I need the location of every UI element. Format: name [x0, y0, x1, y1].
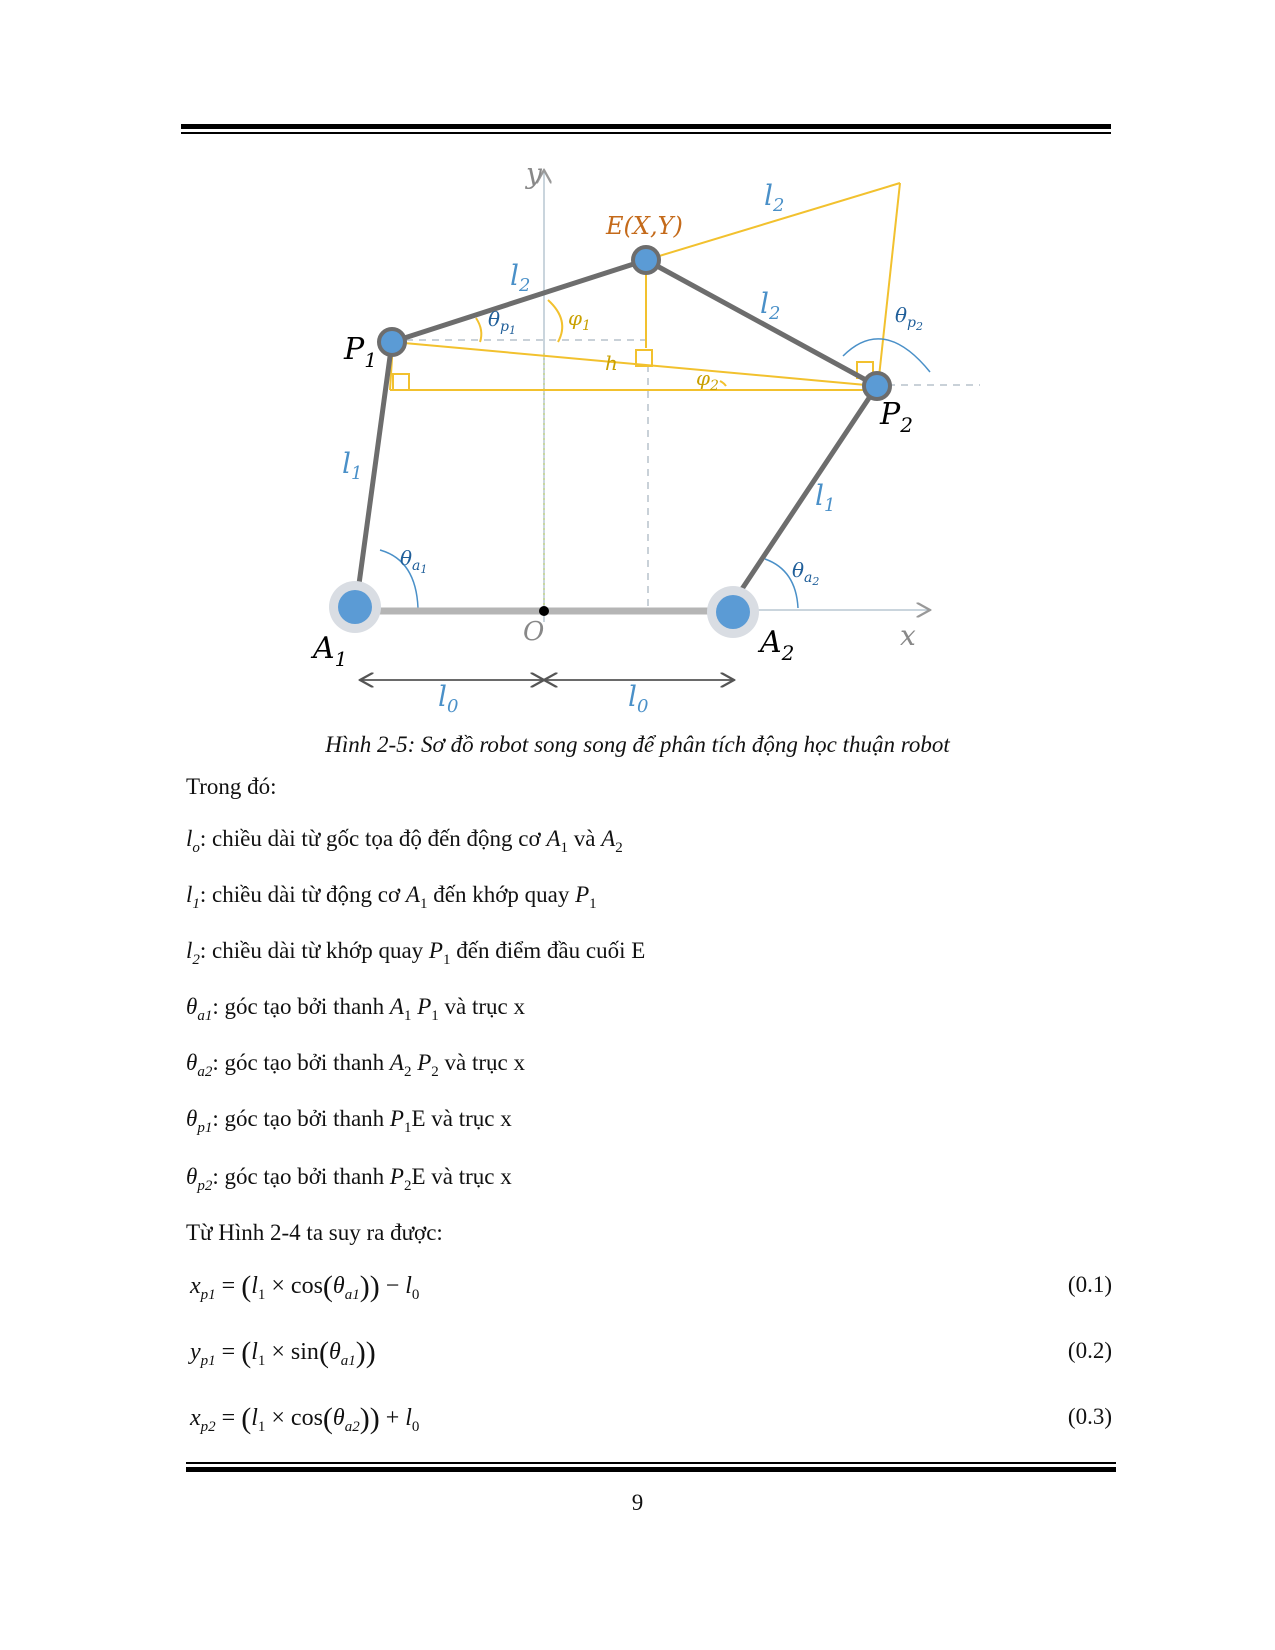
eq-angle-sub: a2: [344, 1419, 360, 1435]
equation-number: (0.1): [1067, 1272, 1112, 1297]
phi2-label: $\varphi_2$: [696, 366, 719, 394]
def-s1: A: [389, 994, 404, 1019]
def-tail: và trục x: [438, 1050, 526, 1075]
e-label: E(X,Y): [606, 212, 683, 240]
def-s2-sub: 2: [615, 840, 623, 856]
equation: $y_{p1} = (l_1 \times \sin(\theta_{a1}))$: [190, 1336, 376, 1369]
def-s1: A: [546, 826, 561, 851]
def-symbol: l: [186, 938, 193, 963]
figure-caption: Hình 2-5: Sơ đồ robot song song để phân tích động học thuận robot: [325, 732, 950, 757]
def-s2-sub: 1: [431, 1008, 439, 1024]
page-number: 9: [631, 1490, 644, 1515]
links: [356, 260, 877, 606]
theta-a1-label: $\theta_a1$: [400, 546, 428, 576]
origin-label: O: [523, 617, 545, 647]
eq-lhs-sub: p1: [200, 1287, 216, 1303]
def-text: : góc tạo bởi thanh: [212, 1106, 390, 1131]
intro-text: Trong đó:: [186, 774, 277, 799]
def-symbol-sub: a1: [197, 1008, 213, 1024]
definition-row: [186, 882, 597, 913]
p1-label: $P_1$: [344, 332, 377, 372]
definition-row: [186, 1050, 525, 1081]
a1-label: $A_1$: [313, 631, 348, 671]
def-mid: đến khớp quay: [427, 882, 576, 907]
l2-label-top: $l_2$: [764, 179, 785, 216]
definition-row: [186, 1164, 512, 1195]
l2-label-left: $l_2$: [510, 259, 531, 296]
definition-row: [186, 826, 623, 857]
eq-op: +: [379, 1405, 406, 1431]
def-text: : góc tạo bởi thanh: [212, 1164, 390, 1189]
def-symbol: θ: [186, 1164, 198, 1189]
phi1-label: $\varphi_1$: [568, 306, 591, 334]
y-axis-label: y: [526, 157, 542, 190]
def-s1-sub: 1: [419, 896, 428, 912]
def-text: : góc tạo bởi thanh: [212, 994, 390, 1019]
def-s1: P: [389, 1164, 404, 1189]
joint-e: [633, 247, 659, 273]
def-symbol-sub: a2: [197, 1064, 213, 1080]
def-s2: P: [575, 882, 590, 907]
equation: $x_{p2} = (l_1 \times \cos(\theta_{a2})) + l_0$: [190, 1402, 420, 1435]
def-s2-sub: 1: [589, 896, 597, 912]
def-mid: E và trục x: [411, 1164, 512, 1189]
eq-lhs: x: [190, 1405, 201, 1431]
joint-p2: [864, 373, 890, 399]
origin-dot: [539, 606, 549, 616]
def-mid: đến điểm đầu cuối E: [450, 938, 646, 963]
def-s1-sub: 1: [403, 1120, 412, 1136]
def-s1-sub: 1: [560, 840, 568, 856]
eq-func: cos: [290, 1273, 323, 1299]
definition-row: [186, 938, 645, 969]
def-text: : góc tạo bởi thanh: [212, 1050, 390, 1075]
equation-number: (0.3): [1067, 1404, 1112, 1429]
def-tail: và trục x: [438, 994, 526, 1019]
robot-diagram: [0, 0, 1275, 720]
def-s2: P: [417, 994, 432, 1019]
def-mid: và: [568, 826, 602, 851]
def-text: : chiều dài từ khớp quay: [199, 938, 429, 963]
def-text: : chiều dài từ gốc tọa độ đến động cơ: [199, 826, 547, 851]
l2-label-right: $l_2$: [760, 287, 781, 324]
def-symbol: l: [186, 826, 193, 851]
a2-label: $A_2$: [760, 625, 795, 665]
equation: $x_{p1} = (l_1 \times \cos(\theta_{a1})) - l_0$: [190, 1270, 420, 1303]
def-s2: A: [601, 826, 616, 851]
footer-rule-thick: [186, 1467, 1116, 1472]
def-s1-sub: 2: [403, 1064, 412, 1080]
def-s1: A: [389, 1050, 404, 1075]
eq-equals: =: [221, 1273, 242, 1299]
eq-last: l: [405, 1405, 412, 1431]
eq-lhs-sub: p1: [200, 1353, 216, 1369]
l0-label-right: $l_0$: [628, 680, 649, 717]
eq-op: −: [379, 1273, 406, 1299]
eq-angle-sub: a1: [344, 1287, 360, 1303]
eq-last: l: [405, 1273, 412, 1299]
eq-lhs-sub: p2: [200, 1419, 216, 1435]
eq-equals: =: [221, 1339, 242, 1365]
def-symbol-sub: 1: [192, 896, 200, 912]
l1-label-right: $l_1$: [815, 479, 836, 516]
theta-a2-label: $\theta_a2$: [792, 558, 820, 588]
def-s1-sub: 1: [442, 952, 451, 968]
def-symbol: l: [186, 882, 193, 907]
def-symbol-sub: p1: [197, 1120, 213, 1136]
theta-p1-label: $\theta_p1$: [488, 307, 517, 337]
equation-number: (0.2): [1067, 1338, 1112, 1363]
def-s1: P: [389, 1106, 404, 1131]
def-s1: A: [405, 882, 420, 907]
eq-lhs: y: [190, 1339, 201, 1365]
p2-label: $P_2$: [880, 397, 913, 437]
def-text: : chiều dài từ động cơ: [199, 882, 406, 907]
motor-a1: [338, 590, 372, 624]
eq-last-sub: 0: [411, 1419, 420, 1435]
joint-p1: [379, 329, 405, 355]
theta-p2-label: $\theta_p2$: [895, 303, 924, 333]
def-s2-sub: 2: [431, 1064, 439, 1080]
def-symbol: θ: [186, 994, 198, 1019]
eq-equals: =: [221, 1405, 242, 1431]
def-symbol: θ: [186, 1106, 198, 1131]
eq-angle-sub: a1: [340, 1353, 356, 1369]
def-s2: P: [417, 1050, 432, 1075]
eq-lhs: x: [190, 1273, 201, 1299]
def-mid: E và trục x: [411, 1106, 512, 1131]
derive-text: Từ Hình 2-4 ta suy ra được:: [186, 1220, 443, 1245]
x-axis-label: x: [900, 619, 916, 652]
eq-func: sin: [290, 1339, 319, 1365]
definition-row: [186, 1106, 512, 1137]
eq-last-sub: 0: [411, 1287, 420, 1303]
footer-rule-thin: [186, 1462, 1116, 1464]
l0-label-left: $l_0$: [438, 680, 459, 717]
eq-func: cos: [290, 1405, 323, 1431]
motor-a2: [716, 595, 750, 629]
l1-label-left: $l_1$: [342, 447, 363, 484]
def-symbol-sub: p2: [197, 1178, 213, 1194]
def-symbol-sub: 2: [192, 952, 200, 968]
def-symbol: θ: [186, 1050, 198, 1075]
def-s1-sub: 1: [403, 1008, 412, 1024]
definition-row: [186, 994, 525, 1025]
def-symbol-sub: o: [192, 840, 200, 856]
def-s1-sub: 2: [403, 1178, 412, 1194]
def-s1: P: [428, 938, 443, 963]
h-label: h: [605, 351, 618, 375]
